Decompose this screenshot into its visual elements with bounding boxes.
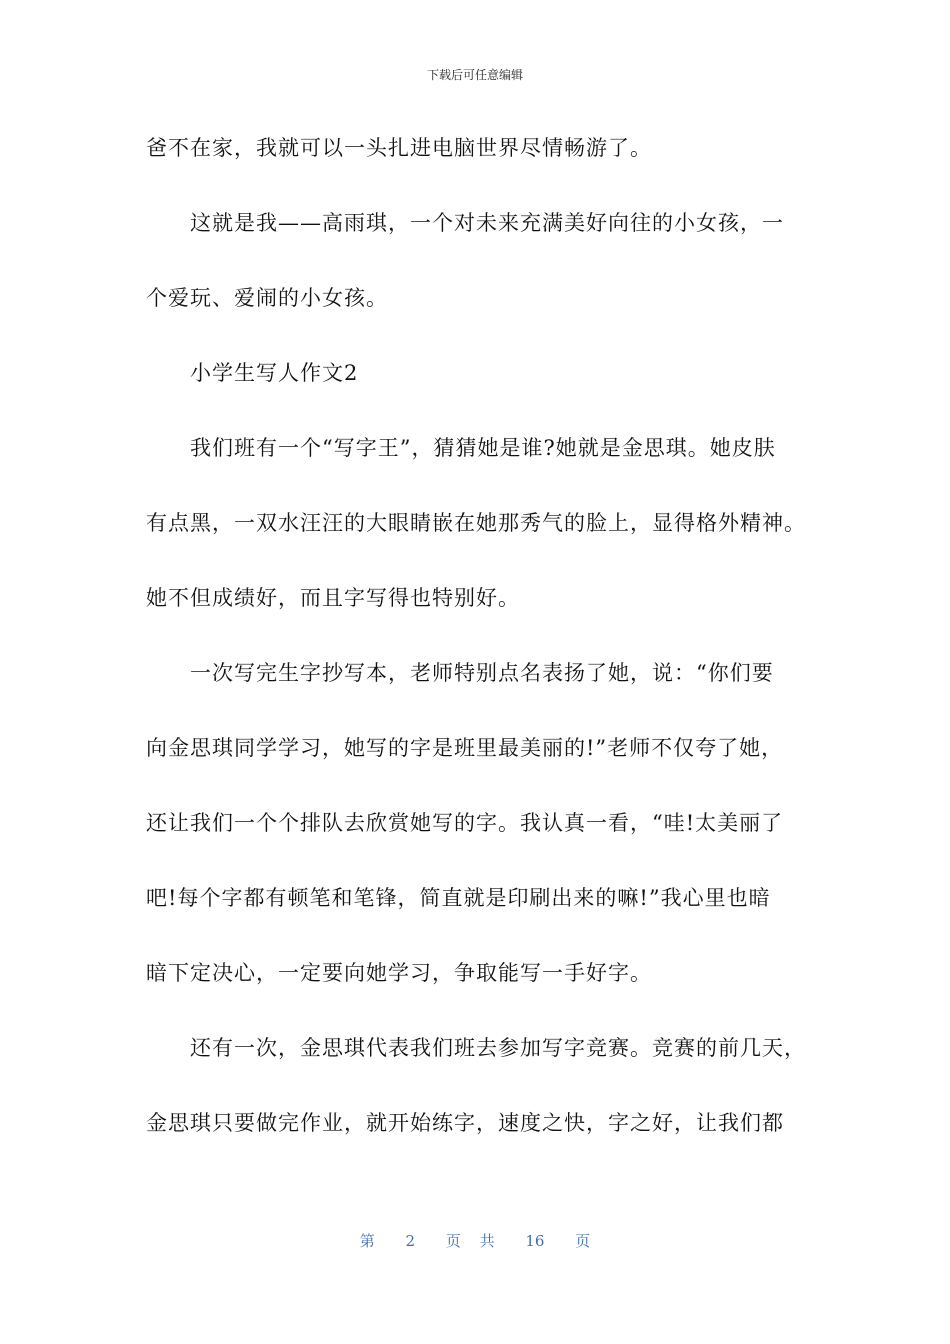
text-line: 我们班有一个“写字王”，猜猜她是谁?她就是金思琪。她皮肤 (190, 436, 776, 460)
footer-suffix: 页 (575, 1232, 591, 1250)
page-number-footer (0, 1230, 950, 1251)
text-line: 爸不在家，我就可以一头扎进电脑世界尽情畅游了。 (146, 136, 652, 160)
current-page-number: 2 (405, 1232, 416, 1250)
footer-prefix: 第 (359, 1232, 375, 1250)
text-line: 个爱玩、爱闹的小女孩。 (146, 286, 388, 310)
text-line: 一次写完生字抄写本，老师特别点名表扬了她，说：“你们要 (190, 661, 774, 685)
text-line: 向金思琪同学学习，她写的字是班里最美丽的!”老师不仅夸了她， (146, 736, 784, 760)
total-page-count: 16 (525, 1232, 545, 1250)
text-line: 这就是我——高雨琪，一个对未来充满美好向往的小女孩，一 (190, 211, 784, 235)
section-heading: 小学生写人作文2 (190, 361, 359, 385)
text-line: 暗下定决心，一定要向她学习，争取能写一手好字。 (146, 961, 652, 985)
text-line: 她不但成绩好，而且字写得也特别好。 (146, 586, 520, 610)
text-line: 有点黑，一双水汪汪的大眼睛嵌在她那秀气的脸上，显得格外精神。 (146, 511, 806, 535)
text-line: 吧!每个字都有顿笔和笔锋，简直就是印刷出来的嘛!”我心里也暗 (146, 886, 771, 910)
footer-middle: 页 共 (445, 1232, 495, 1250)
text-line: 还让我们一个个排队去欣赏她写的字。我认真一看，“哇!太美丽了 (146, 811, 784, 835)
text-line: 还有一次，金思琪代表我们班去参加写字竞赛。竞赛的前几天， (190, 1036, 806, 1060)
header-note: 下载后可任意编辑 (426, 68, 523, 82)
text-line: 金思琪只要做完作业，就开始练字，速度之快，字之好，让我们都 (146, 1111, 784, 1135)
